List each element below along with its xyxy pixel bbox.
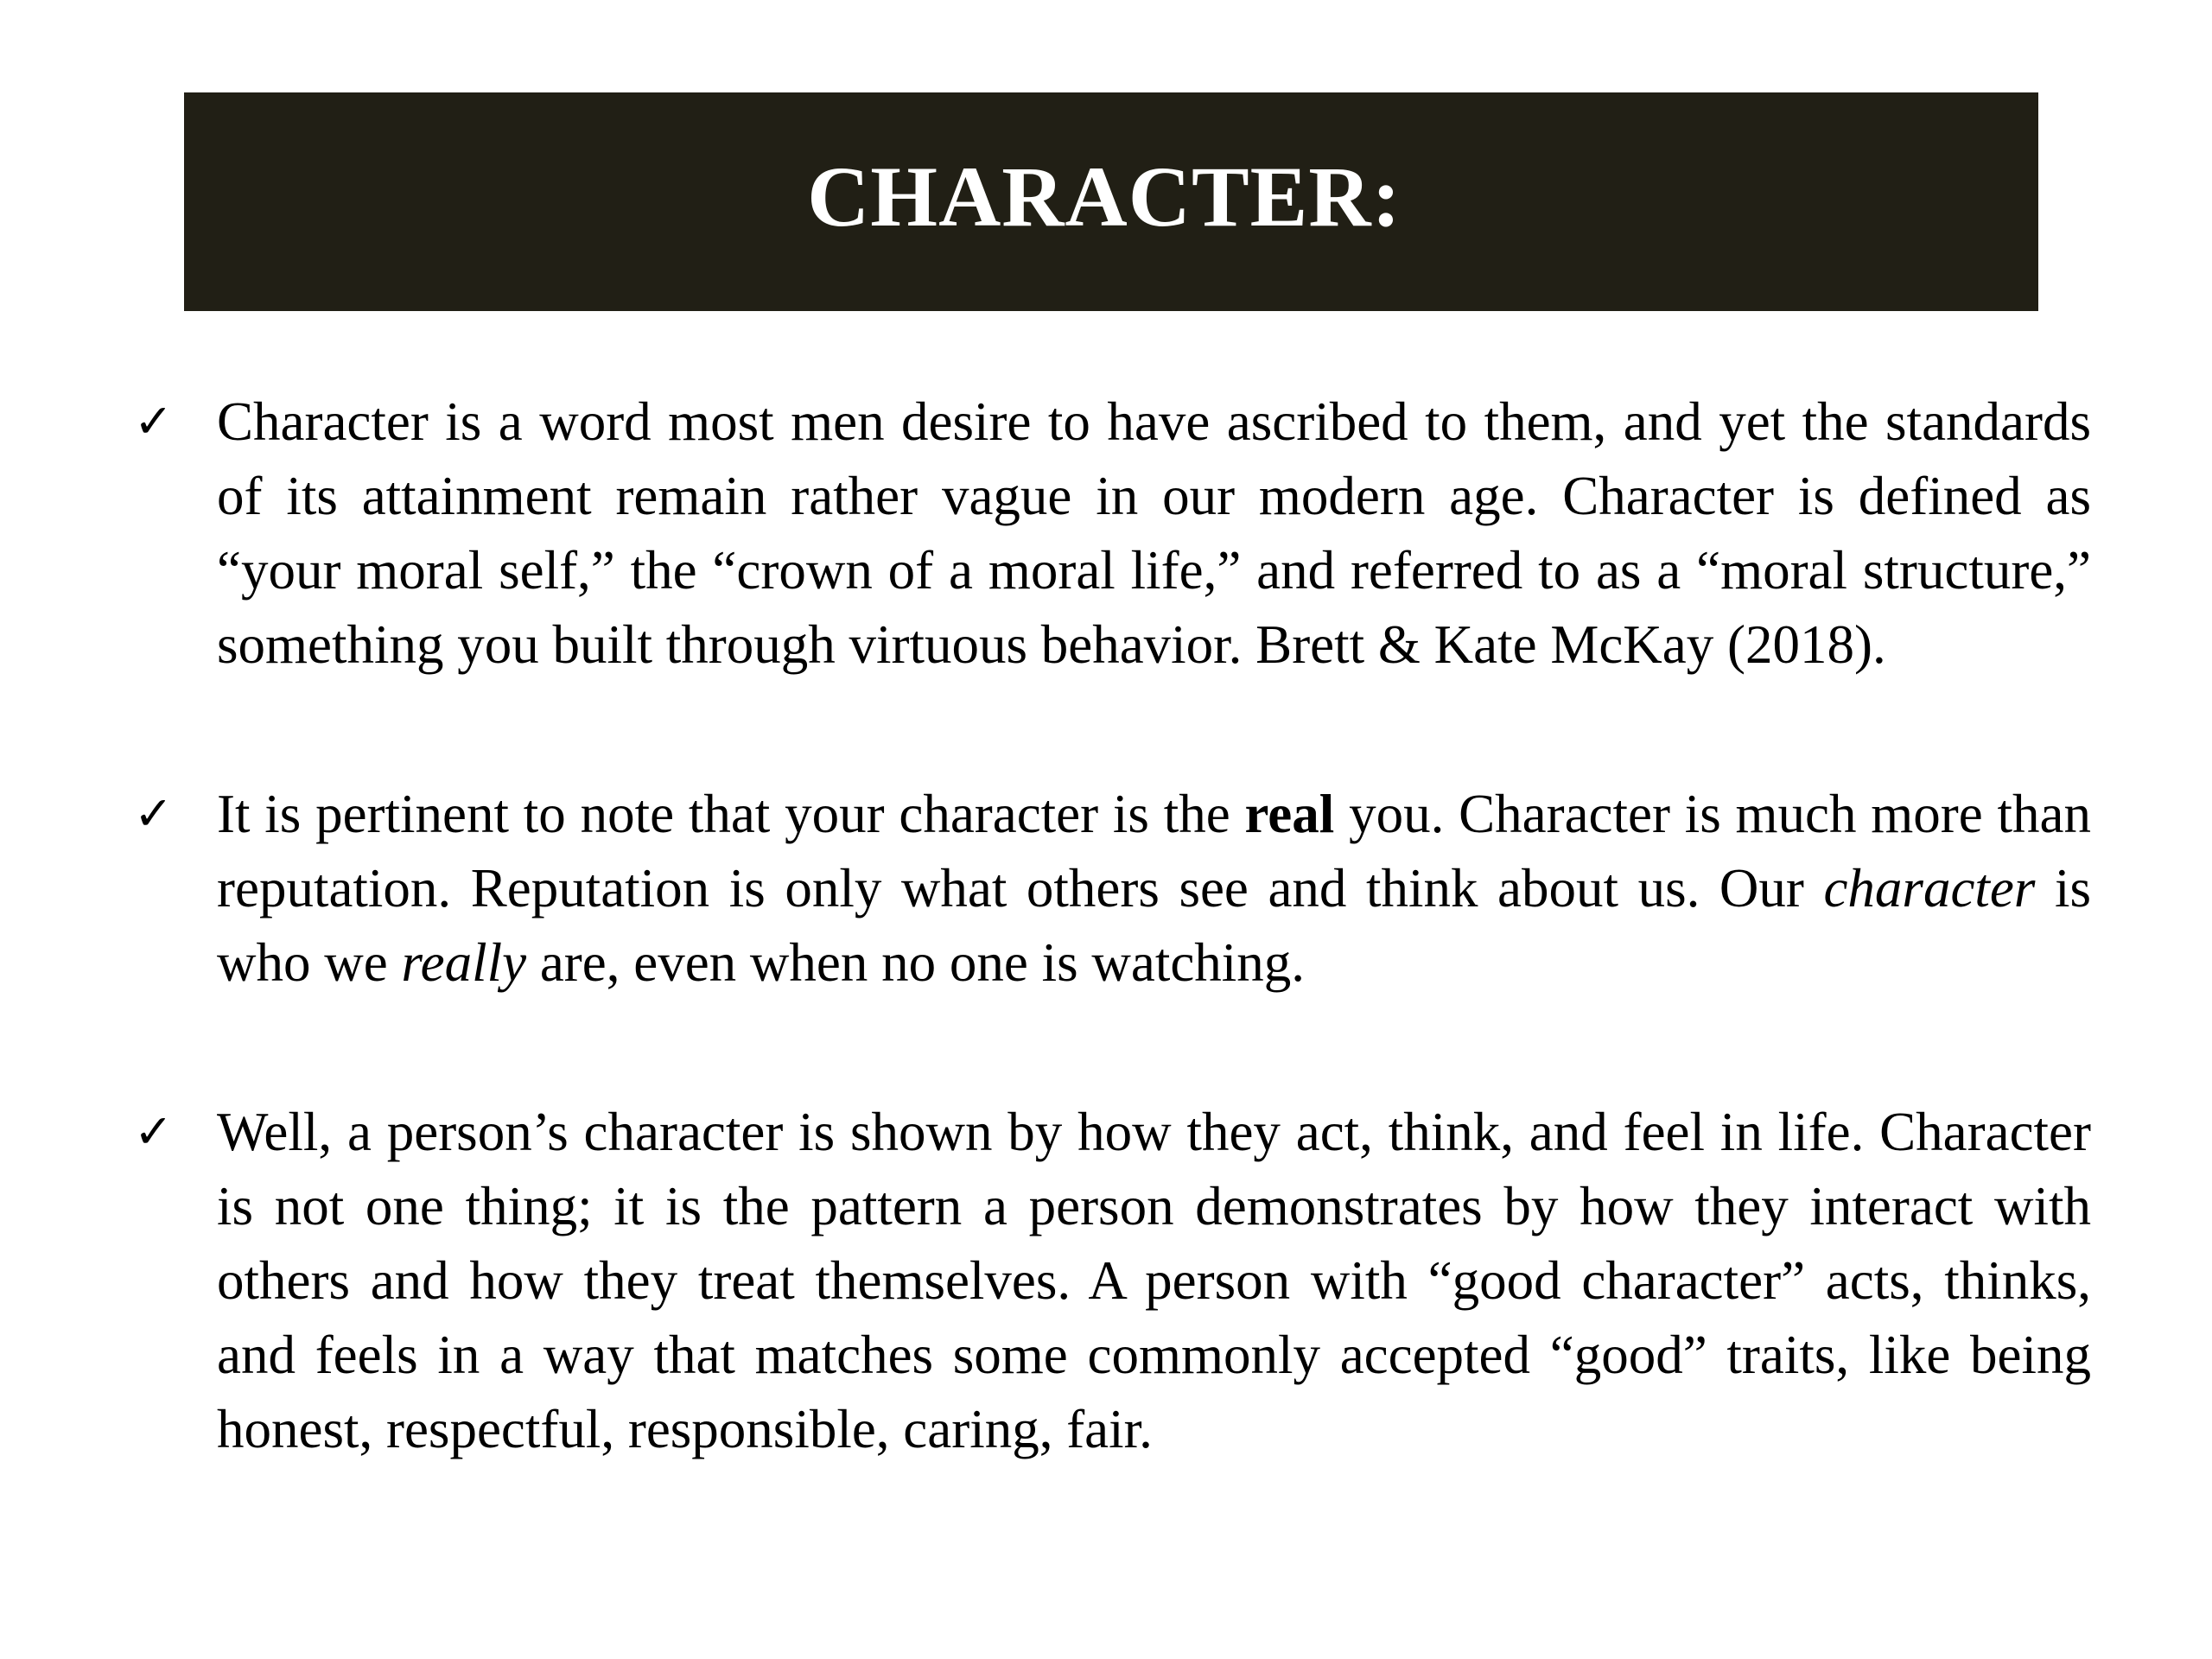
bullet-item — [130, 1095, 2091, 1466]
check-icon: ✓ — [134, 1104, 174, 1159]
title-bar — [184, 92, 2038, 311]
check-icon: ✓ — [134, 786, 174, 841]
bullet-text-segment: It is pertinent to note that your character is the — [217, 784, 1245, 844]
bullet-text: Character is a word most men desire to have ascribed to them, and yet the standards of its attainment remain rather vague in our modern age. Character is defined as “your moral self,” the “crown of a moral life,” and referred to as a “moral structure,” something you built through virtuous behavior. Brett & Kate McKay (2018). — [217, 391, 2091, 675]
bullet-list — [130, 385, 2091, 1466]
emphasis-italic: really — [401, 932, 527, 993]
bullet-text-segment: is who we — [217, 858, 2091, 993]
bullet-text-segment: are, even when no one is watching. — [526, 932, 1306, 993]
page-title: CHARACTER: — [807, 148, 1402, 245]
emphasis-bold: real — [1244, 784, 1335, 844]
check-icon: ✓ — [134, 394, 174, 448]
bullet-item — [130, 385, 2091, 682]
bullet-text-segment: you. Character is much more than reputation. Reputation is only what others see and think about us. Our — [217, 784, 2091, 918]
bullet-text: Well, a person’s character is shown by how they act, think, and feel in life. Character is not one thing; it is the pattern a person demonstrates by how they interact with others and how they treat themselves. A person with “good character” acts, thinks, and feels in a way that matches some commonly accepted “good” traits, like being honest, respectful, responsible, caring, fair. — [217, 1102, 2091, 1459]
bullet-item — [130, 777, 2091, 1000]
emphasis-italic: character — [1823, 858, 2036, 918]
